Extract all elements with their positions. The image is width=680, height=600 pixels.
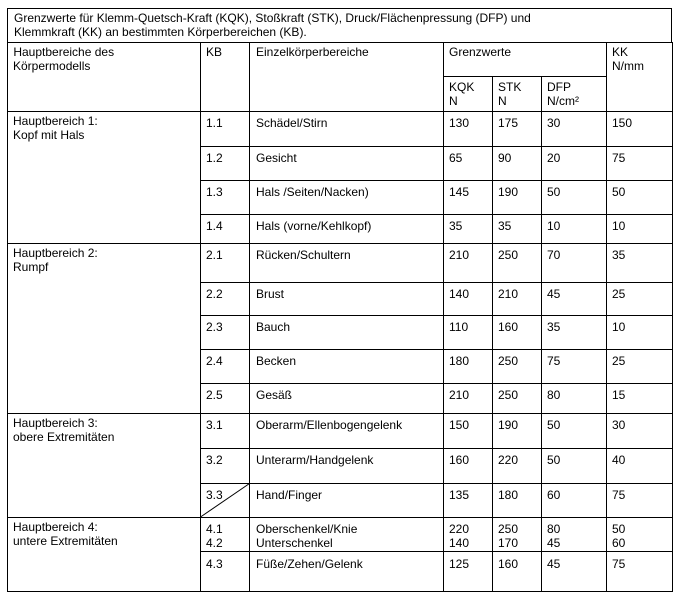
row-kqk: 35 [449,219,463,233]
header-dfp-unit: N/cm² [547,94,579,108]
row-stk: 35 [498,219,512,233]
row-kb: 2.5 [206,388,223,402]
row-kk: 150 [612,116,633,130]
row-name: Unterarm/Handgelenk [256,453,374,467]
row-dfp: 80 [547,522,561,536]
row-name: Rücken/Schultern [256,248,351,262]
header-bottom-rule [7,111,673,112]
row-stk: 180 [498,488,519,502]
row-kb: 3.3 [206,488,223,502]
row-stk: 250 [498,248,519,262]
row-name: Hals /Seiten/Nacken) [256,185,369,199]
header-stk: STK [498,80,522,94]
row-stk: 250 [498,388,519,402]
row-stk: 190 [498,185,519,199]
row-dfp: 45 [547,536,561,550]
row-kb: 1.2 [206,151,223,165]
row-kb: 4.2 [206,536,223,550]
row-name: Gesicht [256,151,297,165]
row-rule [200,349,673,350]
group-bottom-rule [7,243,673,244]
kqk-column-rule [443,42,444,592]
row-kk: 35 [612,248,626,262]
row-name: Füße/Zehen/Gelenk [256,557,363,571]
row-kqk: 140 [449,536,470,550]
header-kb: KB [206,45,223,59]
row-dfp: 35 [547,320,561,334]
row-stk: 220 [498,453,519,467]
row-dfp: 75 [547,354,561,368]
row-rule [200,180,673,181]
table-left-border [7,42,8,592]
group-title-2: obere Extremitäten [13,430,115,444]
row-kqk: 135 [449,488,470,502]
row-kk: 25 [612,287,626,301]
header-einzelkoerperbereiche: Einzelkörperbereiche [256,45,369,59]
row-kk: 75 [612,557,626,571]
row-kk: 15 [612,388,626,402]
row-stk: 190 [498,418,519,432]
caption-line-1: Grenzwerte für Klemm-Quetsch-Kraft (KQK), Stoßkraft (STK), Druck/Flächenpressung (DFP) und [14,11,531,25]
row-kb: 1.3 [206,185,223,199]
group-title-2: Kopf mit Hals [13,128,85,142]
row-rule [200,551,673,552]
row-rule [200,315,673,316]
row-stk: 250 [498,354,519,368]
row-kb: 2.4 [206,354,223,368]
row-rule [200,483,673,484]
row-rule [200,214,673,215]
row-name: Schädel/Stirn [256,116,328,130]
row-name: Hand/Finger [256,488,323,502]
row-kb: 3.2 [206,453,223,467]
group-title-2: untere Extremitäten [13,534,118,548]
diagonal-line [201,484,250,518]
row-rule [200,146,673,147]
row-dfp: 45 [547,287,561,301]
row-kqk: 125 [449,557,470,571]
row-kqk: 110 [449,320,469,334]
row-kb: 2.2 [206,287,223,301]
stk-column-rule [492,76,493,592]
header-hauptbereiche-2: Körpermodells [13,59,91,73]
row-kk: 60 [612,536,626,550]
row-stk: 90 [498,151,512,165]
row-name: Oberarm/Ellenbogengelenk [256,418,403,432]
kk-column-rule [606,42,607,592]
row-kb: 1.4 [206,219,223,233]
group-title: Hauptbereich 4: [13,520,98,534]
header-top-rule [7,42,673,43]
row-name: Brust [256,287,285,301]
row-kk: 10 [612,320,626,334]
row-dfp: 50 [547,418,561,432]
header-grenzwerte: Grenzwerte [449,45,512,59]
table-caption [7,8,672,43]
row-name: Unterschenkel [256,536,333,550]
row-kqk: 150 [449,418,470,432]
row-kb: 2.3 [206,320,223,334]
row-dfp: 10 [547,219,561,233]
grenzwerte-sub-rule [443,76,607,77]
row-dfp: 70 [547,248,561,262]
row-stk: 250 [498,522,519,536]
row-name: Oberschenkel/Knie [256,522,358,536]
row-kk: 10 [612,219,626,233]
row-kqk: 210 [449,388,470,402]
row-stk: 160 [498,557,519,571]
row-stk: 175 [498,116,519,130]
row-dfp: 60 [547,488,561,502]
row-name: Bauch [256,320,291,334]
row-kk: 40 [612,453,626,467]
row-dfp: 50 [547,453,561,467]
header-dfp: DFP [547,80,571,94]
row-kk: 50 [612,522,626,536]
row-dfp: 50 [547,185,561,199]
row-kk: 30 [612,418,626,432]
kb-3-3-diagonal [200,483,250,518]
row-kk: 75 [612,151,626,165]
row-kb: 3.1 [206,418,223,432]
row-dfp: 20 [547,151,561,165]
row-rule [200,448,673,449]
row-kqk: 220 [449,522,470,536]
group-title: Hauptbereich 1: [13,114,98,128]
table-right-border [672,42,673,592]
row-kqk: 130 [449,116,470,130]
row-kqk: 180 [449,354,470,368]
row-kk: 50 [612,185,626,199]
row-stk: 160 [498,320,519,334]
row-dfp: 45 [547,557,561,571]
group-title-2: Rumpf [13,260,49,274]
row-kqk: 145 [449,185,470,199]
row-dfp: 80 [547,388,561,402]
row-kb: 4.3 [206,557,223,571]
header-kk-unit: N/mm [612,59,644,73]
group-title: Hauptbereich 3: [13,416,98,430]
header-hauptbereiche: Hauptbereiche des [10,45,115,59]
dfp-column-rule [541,76,542,592]
row-rule [200,383,673,384]
row-name: Becken [256,354,297,368]
group-bottom-rule [7,413,673,414]
row-kb: 4.1 [206,522,223,536]
header-kqk-unit: N [449,94,458,108]
row-stk: 170 [498,536,519,550]
header-kk: KK [612,45,629,59]
row-kqk: 65 [449,151,463,165]
row-stk: 210 [498,287,519,301]
group-title: Hauptbereich 2: [13,246,98,260]
caption-line-2: Klemmkraft (KK) an bestimmten Körperbereichen (KB). [14,25,307,39]
row-kqk: 160 [449,453,470,467]
row-dfp: 30 [547,116,561,130]
row-kk: 25 [612,354,626,368]
header-kqk: KQK [449,80,475,94]
row-kb: 2.1 [206,248,223,262]
row-kqk: 210 [449,248,470,262]
header-stk-unit: N [498,94,507,108]
row-kb: 1.1 [206,116,223,130]
row-kk: 75 [612,488,626,502]
row-kqk: 140 [449,287,470,301]
row-rule [200,282,673,283]
row-name: Hals (vorne/Kehlkopf) [256,219,372,233]
group-bottom-rule [7,591,673,592]
group-bottom-rule [7,517,673,518]
row-name: Gesäß [256,388,293,402]
